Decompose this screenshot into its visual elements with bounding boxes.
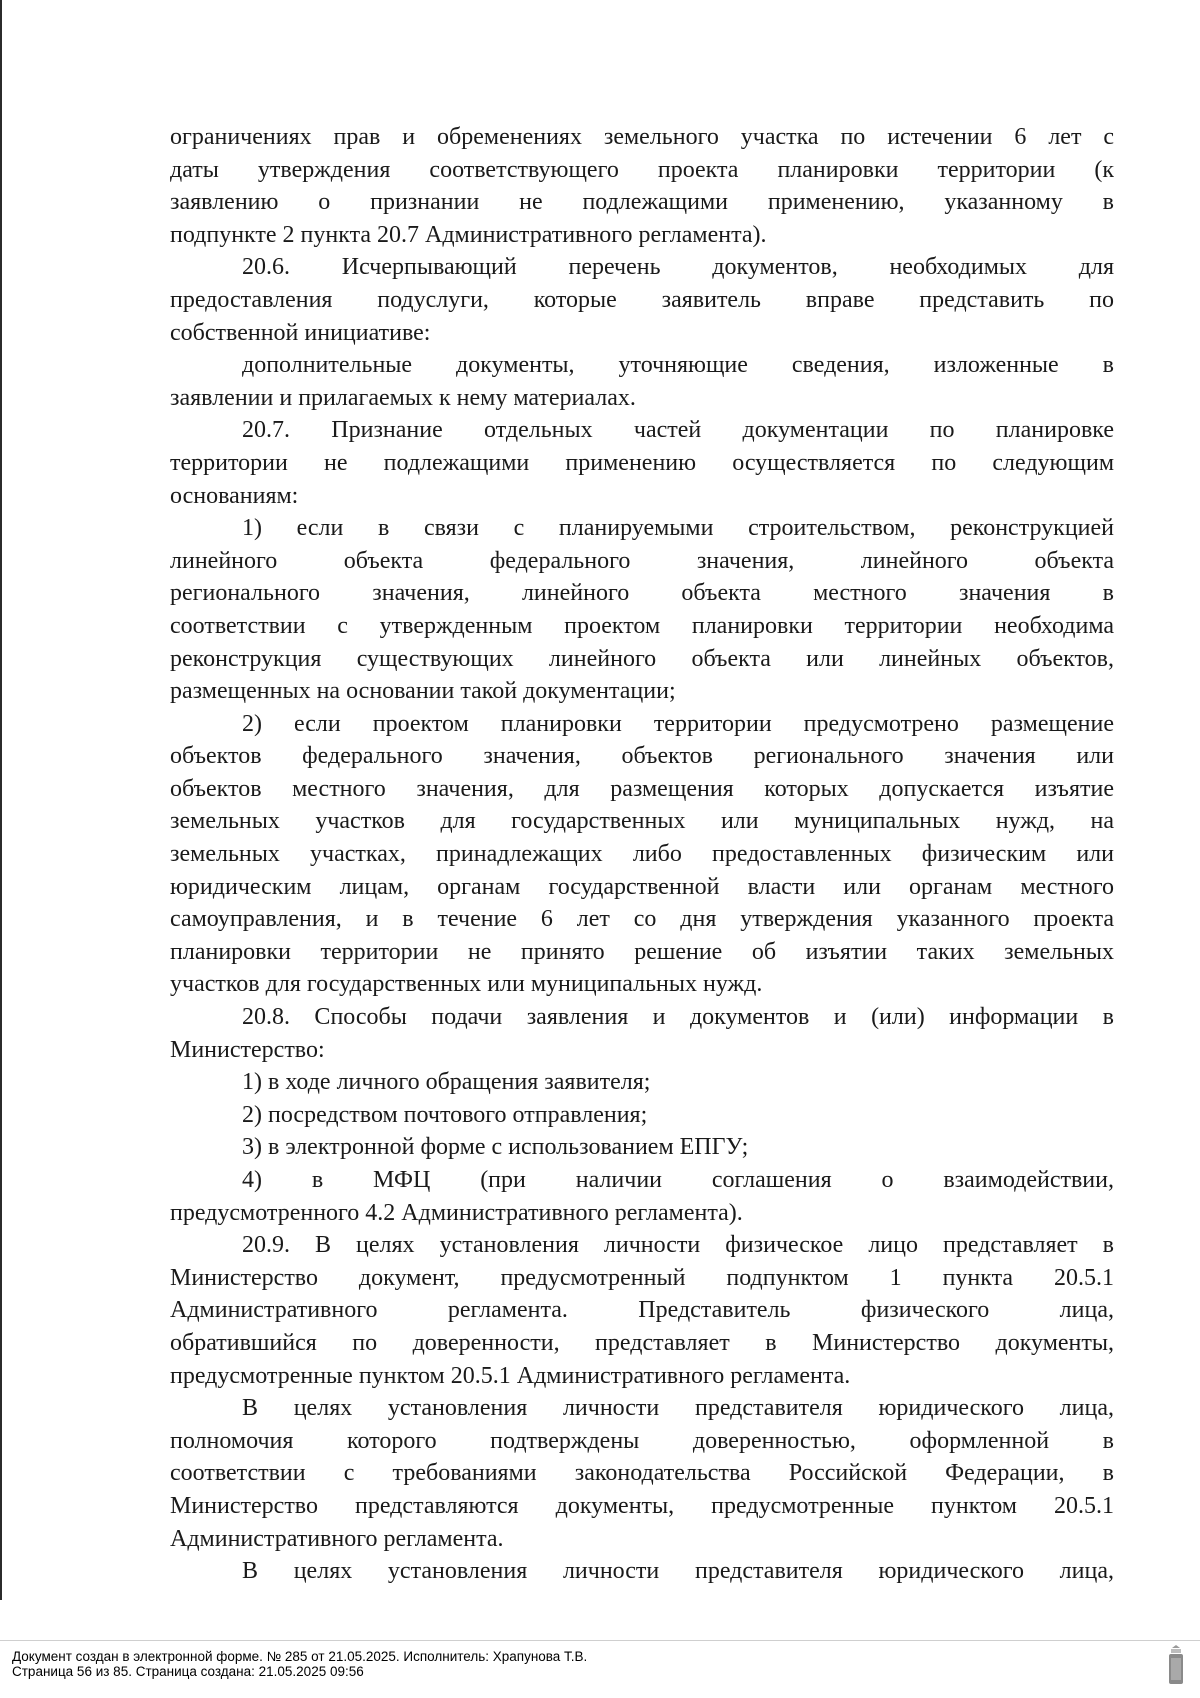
text-line: Министерство документ, предусмотренный подпунктом 1 пункта 20.5.1 <box>170 1264 1114 1291</box>
text-line: 4) в МФЦ (при наличии соглашения о взаимодействии, <box>242 1167 1114 1193</box>
text-line: даты утверждения соответствующего проекта планировки территории (к <box>170 156 1114 183</box>
text-line: линейного объекта федерального значения, линейного объекта <box>170 547 1114 574</box>
scan-bottom-line <box>0 1640 1200 1641</box>
text-line: объектов местного значения, для размещения которых допускается изъятие <box>170 775 1114 802</box>
text-line: планировки территории не принято решение об изъятии таких земельных <box>170 938 1114 965</box>
text-line: Министерство представляются документы, предусмотренные пунктом 20.5.1 <box>170 1492 1114 1519</box>
text-line: 1) в ходе личного обращения заявителя; <box>242 1069 651 1096</box>
text-line: заявлении и прилагаемых к нему материалах. <box>170 384 636 411</box>
text-line: В целях установления личности представителя юридического лица, <box>242 1558 1114 1585</box>
text-line: участков для государственных или муниципальных нужд. <box>170 971 763 998</box>
text-line: 20.9. В целях установления личности физическое лицо представляет в <box>242 1232 1114 1259</box>
text-line: Министерство: <box>170 1036 325 1063</box>
text-line: В целях установления личности представителя юридического лица, <box>242 1395 1114 1422</box>
text-line: размещенных на основании такой документации; <box>170 678 676 705</box>
text-line: предусмотренные пунктом 20.5.1 Административного регламента. <box>170 1362 851 1389</box>
text-line: соответствии с утвержденным проектом планировки территории необходима <box>170 612 1114 639</box>
text-line: самоуправления, и в течение 6 лет со дня утверждения указанного проекта <box>170 906 1114 933</box>
text-line: соответствии с требованиями законодательства Российской Федерации, в <box>170 1460 1114 1487</box>
text-line: собственной инициативе: <box>170 319 431 346</box>
text-line: предусмотренного 4.2 Административного регламента). <box>170 1199 743 1226</box>
text-line: регионального значения, линейного объекта местного значения в <box>170 580 1114 607</box>
text-line: 1) если в связи с планируемыми строительством, реконструкцией <box>242 515 1114 542</box>
text-line: ограничениях прав и обременениях земельного участка по истечении 6 лет с <box>170 124 1114 150</box>
text-line: реконструкция существующих линейного объекта или линейных объектов, <box>170 645 1114 672</box>
text-line: подпункте 2 пункта 20.7 Административного регламента). <box>170 221 767 248</box>
footer-page-info: Страница 56 из 85. Страница создана: 21.05.2025 09:56 <box>12 1664 364 1679</box>
text-line: 2) посредством почтового отправления; <box>242 1101 648 1128</box>
document-body <box>170 121 1114 1588</box>
scan-left-border <box>0 0 2 1600</box>
text-line: 2) если проектом планировки территории предусмотрено размещение <box>242 710 1114 737</box>
text-line: заявлению о признании не подлежащими применению, указанному в <box>170 189 1114 216</box>
text-line: 20.7. Признание отдельных частей документации по планировке <box>242 417 1114 444</box>
text-line: территории не подлежащими применению осуществляется по следующим <box>170 449 1114 476</box>
document-footer <box>12 1649 587 1679</box>
text-line: полномочия которого подтверждены доверенностью, оформленной в <box>170 1427 1114 1454</box>
footer-creation-info: Документ создан в электронной форме. № 285 от 21.05.2025. Исполнитель: Храпунова Т.В. <box>12 1649 588 1664</box>
text-line: предоставления подуслуги, которые заявитель вправе представить по <box>170 286 1114 313</box>
text-line: земельных участков для государственных или муниципальных нужд, на <box>170 808 1114 835</box>
text-line: основаниям: <box>170 482 299 509</box>
text-line: земельных участках, принадлежащих либо предоставленных физическим или <box>170 841 1114 868</box>
coat-of-arms-icon <box>1166 1644 1186 1688</box>
text-line: 3) в электронной форме с использованием ЕПГУ; <box>242 1134 749 1161</box>
text-line: обратившийся по доверенности, представляет в Министерство документы, <box>170 1329 1114 1356</box>
text-line: Административного регламента. <box>170 1525 504 1552</box>
text-line: юридическим лицам, органам государственной власти или органам местного <box>170 873 1114 900</box>
text-line: 20.6. Исчерпывающий перечень документов, необходимых для <box>242 254 1114 281</box>
text-line: 20.8. Способы подачи заявления и документов и (или) информации в <box>242 1004 1114 1031</box>
text-line: Административного регламента. Представитель физического лица, <box>170 1297 1114 1324</box>
text-line: объектов федерального значения, объектов регионального значения или <box>170 743 1114 770</box>
text-line: дополнительные документы, уточняющие сведения, изложенные в <box>242 352 1114 379</box>
